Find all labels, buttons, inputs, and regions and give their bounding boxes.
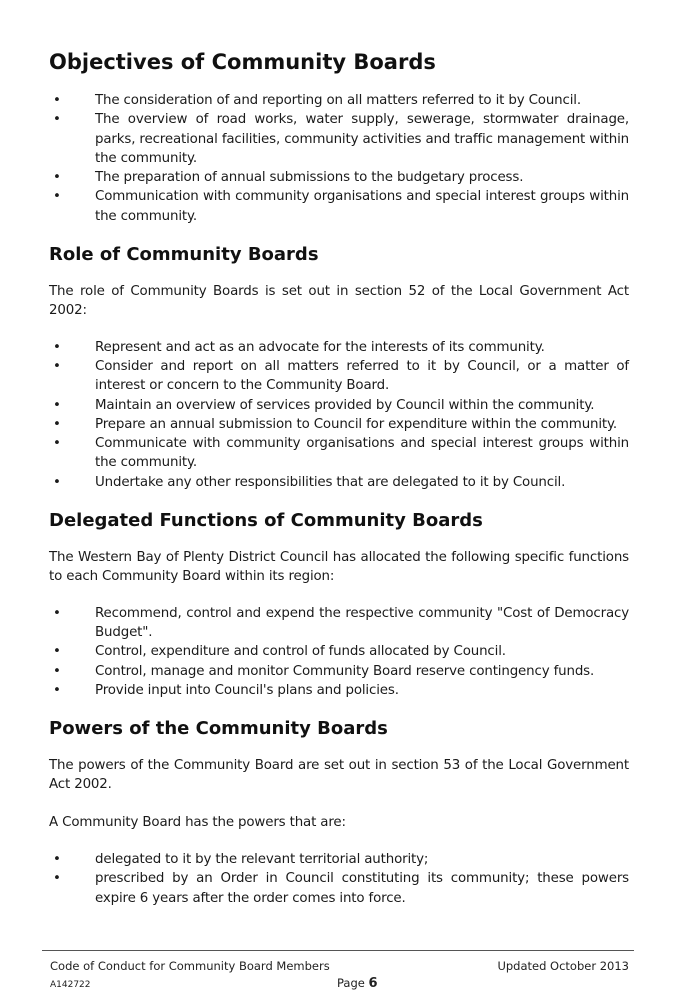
role-intro-paragraph: The role of Community Boards is set out in section 52 of the Local Government Act 2002: — [49, 284, 629, 319]
list-item — [49, 850, 629, 869]
role-list — [49, 338, 629, 492]
powers-list — [49, 850, 629, 908]
list-item — [49, 187, 629, 226]
powers-intro-paragraph: The powers of the Community Board are set out in section 53 of the Local Government Act 2002. — [49, 758, 629, 793]
list-item-text: Control, manage and monitor Community Board reserve contingency funds. — [95, 663, 595, 679]
section-heading-role: Role of Community Boards — [49, 244, 319, 266]
list-item — [49, 357, 629, 396]
section-heading-delegated-functions: Delegated Functions of Community Boards — [49, 510, 483, 532]
list-item — [49, 681, 629, 700]
list-item — [49, 338, 629, 357]
list-item-text: The consideration of and reporting on all matters referred to it by Council. — [95, 93, 581, 108]
page-number: 6 — [368, 976, 378, 991]
bullet-icon: • — [53, 93, 61, 108]
bullet-icon: • — [53, 871, 61, 887]
footer-document-title: Code of Conduct for Community Board Members — [50, 959, 330, 973]
list-item — [49, 662, 629, 681]
footer-page-indicator — [337, 976, 378, 991]
list-item-text: prescribed by an Order in Council constituting its community; these powers expire 6 years after the order comes into force. — [95, 871, 629, 906]
list-item — [49, 168, 629, 187]
bullet-icon: • — [53, 605, 61, 621]
list-item — [49, 91, 629, 110]
list-item — [49, 869, 629, 908]
section-heading-objectives: Objectives of Community Boards — [49, 50, 436, 74]
bullet-icon: • — [53, 663, 61, 679]
list-item — [49, 642, 629, 661]
footer-document-id: A142722 — [50, 980, 91, 990]
page-label: Page — [337, 976, 365, 990]
bullet-icon: • — [53, 189, 61, 205]
bullet-icon: • — [53, 852, 61, 868]
bullet-icon: • — [53, 339, 61, 355]
footer-divider — [42, 950, 634, 951]
section-heading-powers: Powers of the Community Boards — [49, 718, 388, 740]
list-item-text: Communication with community organisations and special interest groups within the community. — [95, 189, 629, 224]
list-item — [49, 415, 629, 434]
objectives-list — [49, 91, 629, 226]
list-item-text: Undertake any other responsibilities that are delegated to it by Council. — [95, 474, 566, 490]
list-item-text: The overview of road works, water supply, sewerage, stormwater drainage, parks, recreational facilities, community activities and traffic management within the community. — [95, 112, 629, 166]
list-item — [49, 434, 629, 473]
list-item-text: Communicate with community organisations and special interest groups within the community. — [95, 436, 629, 471]
list-item-text: Recommend, control and expend the respective community "Cost of Democracy Budget". — [95, 605, 629, 640]
list-item — [49, 110, 629, 168]
list-item-text: Represent and act as an advocate for the interests of its community. — [95, 339, 545, 355]
page-content — [49, 47, 629, 908]
list-item-text: Prepare an annual submission to Council for expenditure within the community. — [95, 416, 618, 432]
list-item — [49, 604, 629, 643]
bullet-icon: • — [53, 358, 61, 374]
footer-updated-date: Updated October 2013 — [497, 959, 629, 973]
list-item-text: The preparation of annual submissions to the budgetary process. — [95, 170, 524, 186]
list-item — [49, 396, 629, 415]
bullet-icon: • — [53, 644, 61, 660]
list-item-text: Consider and report on all matters referred to it by Council, or a matter of interest or concern to the Community Board. — [95, 358, 629, 394]
bullet-icon: • — [53, 416, 61, 432]
delegated-intro-paragraph: The Western Bay of Plenty District Council has allocated the following specific functions to each Community Board within its region: — [49, 550, 629, 585]
list-item-text: delegated to it by the relevant territorial authority; — [95, 852, 429, 868]
bullet-icon: • — [53, 474, 61, 490]
bullet-icon: • — [53, 436, 61, 452]
list-item — [49, 473, 629, 492]
bullet-icon: • — [53, 112, 61, 128]
bullet-icon: • — [53, 170, 61, 186]
bullet-icon: • — [53, 397, 61, 413]
delegated-list — [49, 604, 629, 700]
list-item-text: Maintain an overview of services provided by Council within the community. — [95, 397, 595, 413]
bullet-icon: • — [53, 682, 61, 698]
powers-second-paragraph: A Community Board has the powers that are: — [49, 814, 346, 830]
list-item-text: Provide input into Council's plans and policies. — [95, 682, 399, 698]
list-item-text: Control, expenditure and control of funds allocated by Council. — [95, 644, 506, 660]
